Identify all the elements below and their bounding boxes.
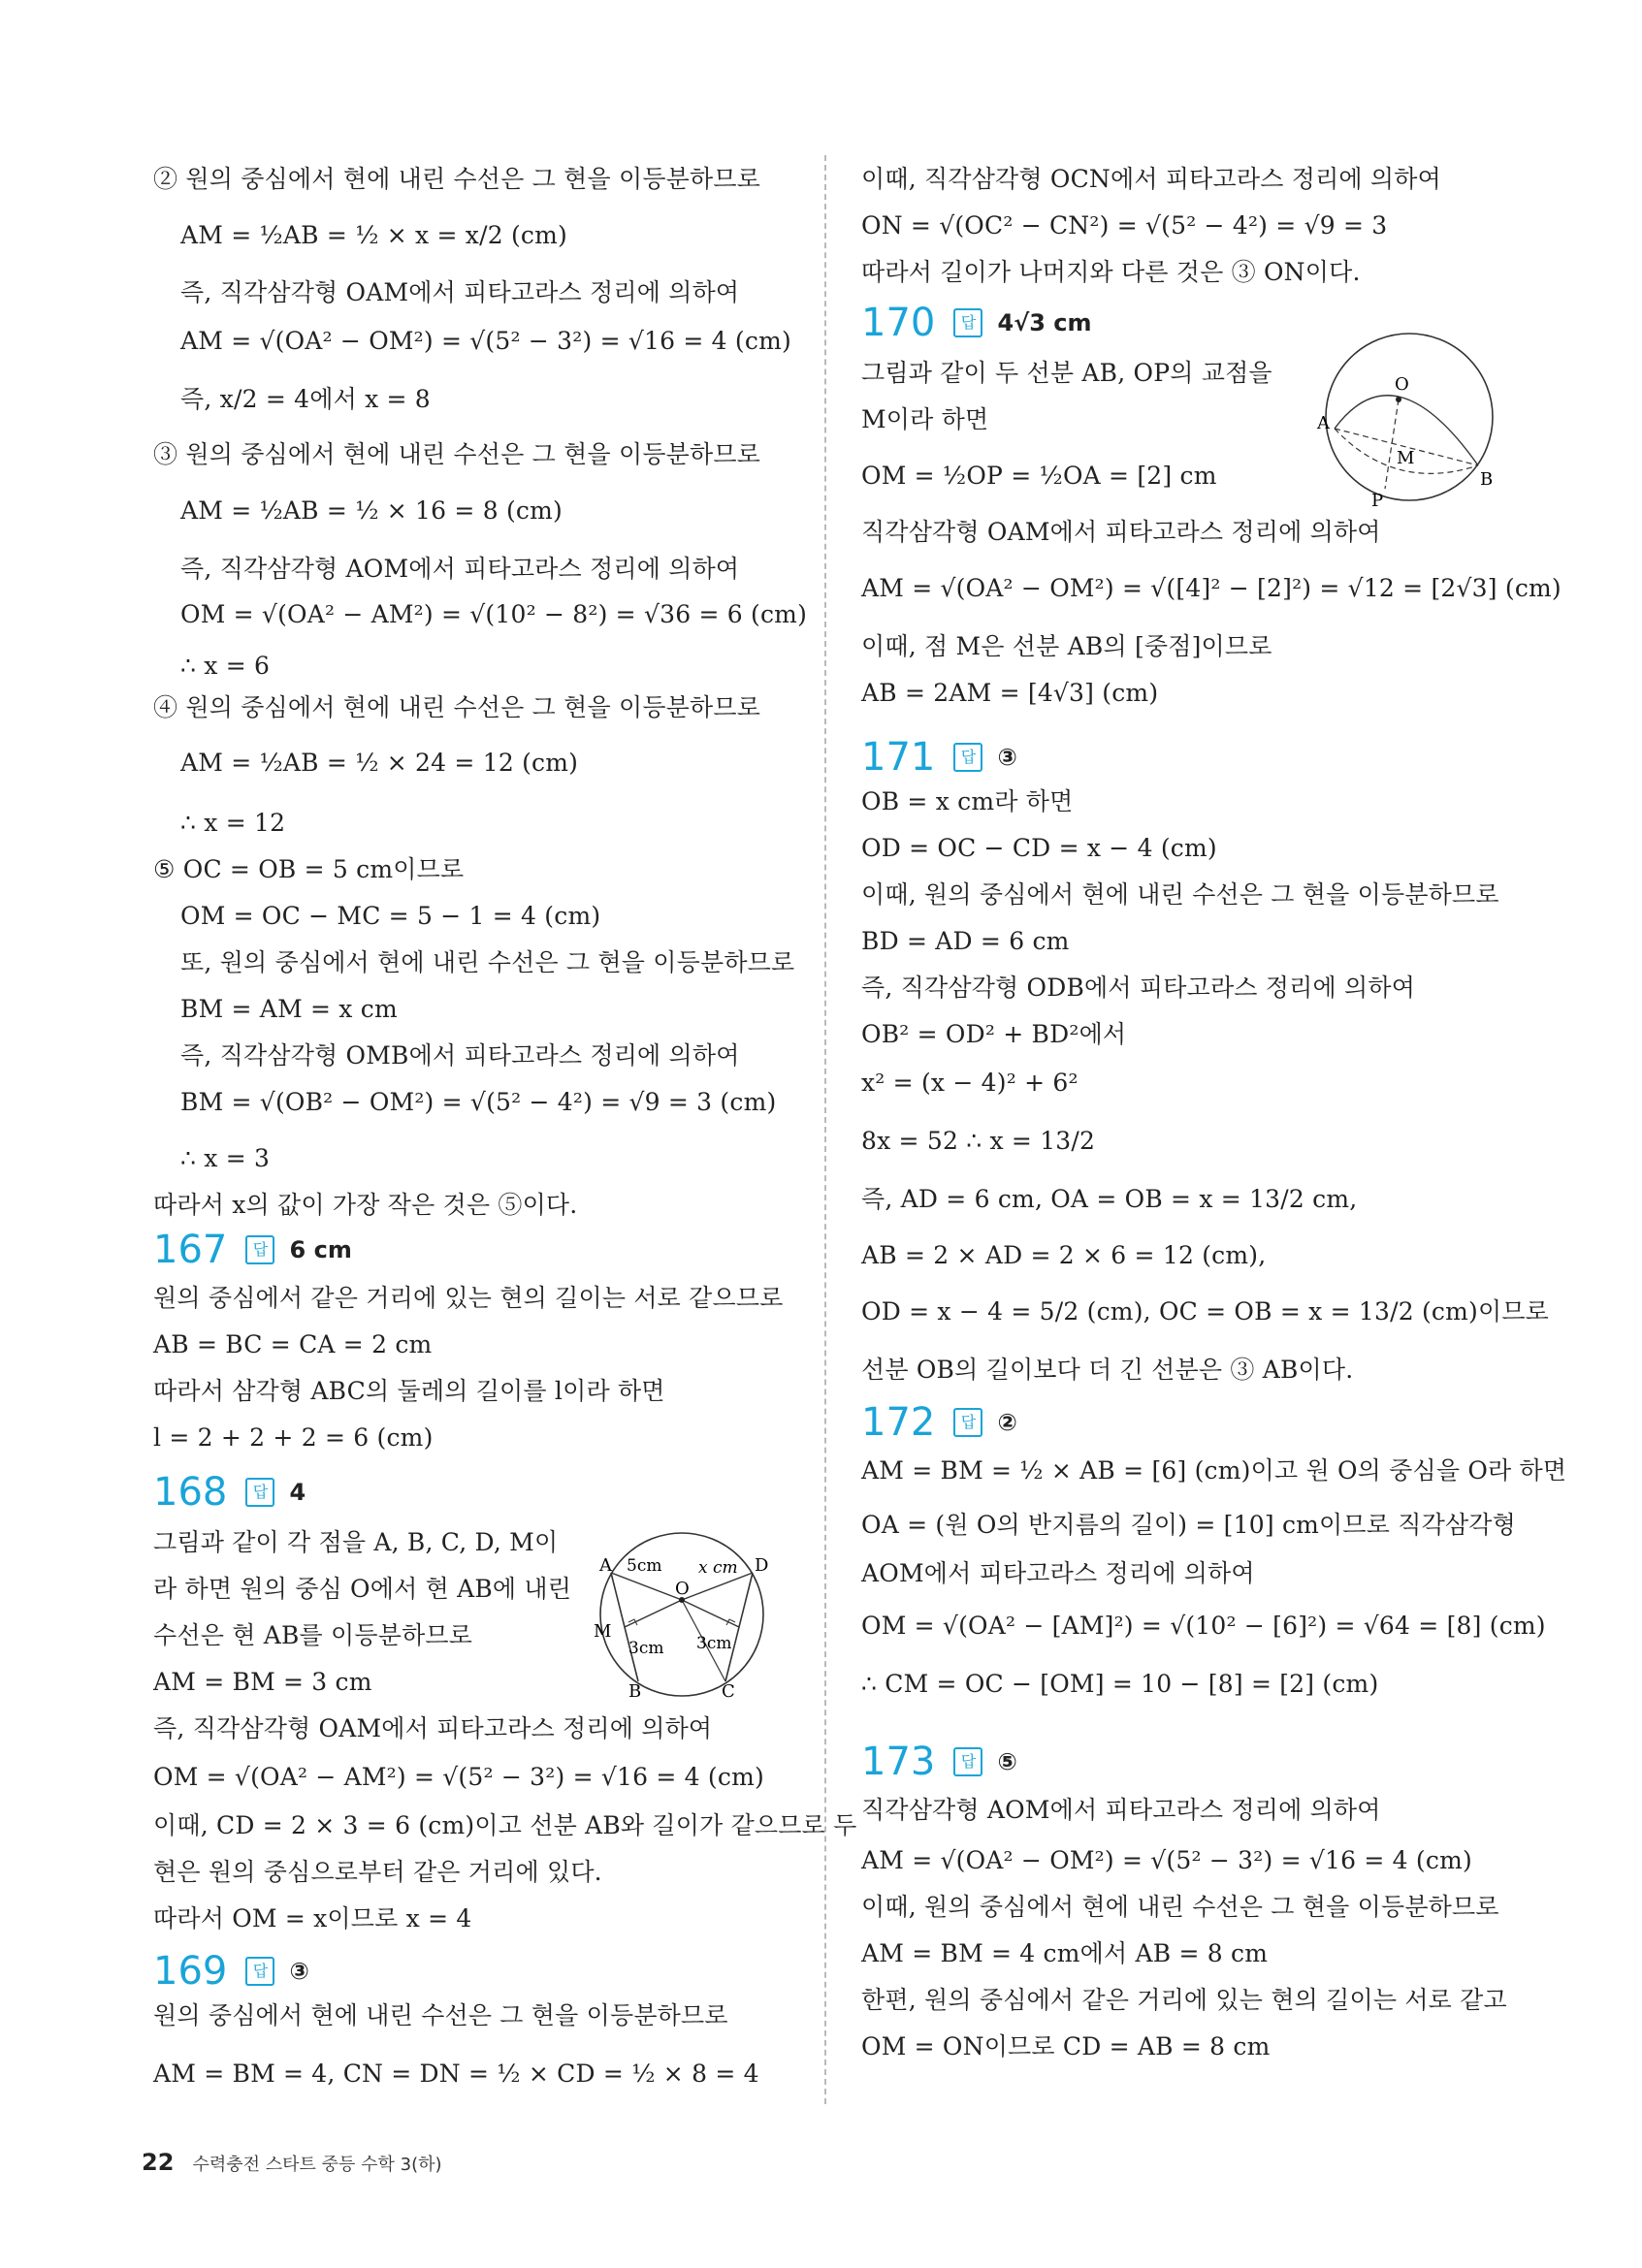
- text-line: 원의 중심에서 같은 거리에 있는 현의 길이는 서로 같으므로: [153, 1284, 784, 1312]
- equation-line: OM = √(OA² − [AM]²) = √(10² − [6]²) = √64 = [8] (cm): [861, 1612, 1546, 1640]
- text-line: 또, 원의 중심에서 현에 내린 수선은 그 현을 이등분하므로: [180, 948, 795, 976]
- equation-line: l = 2 + 2 + 2 = 6 (cm): [153, 1423, 434, 1452]
- text-line: 직각삼각형 OAM에서 피타고라스 정리에 의하여: [861, 518, 1381, 546]
- text-line: ② 원의 중심에서 현에 내린 수선은 그 현을 이등분하므로: [153, 165, 761, 193]
- text-line: 즉, 직각삼각형 ODB에서 피타고라스 정리에 의하여: [861, 974, 1416, 1002]
- answer-tag: 답: [245, 1478, 274, 1507]
- text-line: M이라 하면: [861, 405, 989, 433]
- equation-line: ∴ x = 3: [180, 1144, 271, 1172]
- equation-line: BD = AD = 6 cm: [861, 927, 1070, 955]
- equation-line: 즉, AD = 6 cm, OA = OB = x = 13/2 cm,: [861, 1185, 1358, 1213]
- answer-tag: 답: [245, 1235, 274, 1264]
- page-footer: [142, 2149, 442, 2176]
- equation-line: AM = ½AB = ½ × 16 = 8 (cm): [180, 496, 563, 525]
- equation-line: AM = ½AB = ½ × x = x/2 (cm): [180, 221, 567, 249]
- question-number: 173: [861, 1740, 936, 1784]
- text-line: 수선은 현 AB를 이등분하므로: [153, 1621, 473, 1649]
- question-number: 171: [861, 735, 936, 780]
- label-P: P: [1371, 491, 1384, 511]
- equation-line: OM = ½OP = ½OA = [2] cm: [861, 462, 1217, 490]
- equation-line: BM = √(OB² − OM²) = √(5² − 4²) = √9 = 3 (cm): [180, 1088, 777, 1116]
- answer-value: ②: [997, 1409, 1017, 1436]
- answer-value: ③: [289, 1958, 309, 1985]
- question-heading-167: [153, 1228, 352, 1272]
- label-xcm: x cm: [698, 1558, 738, 1578]
- equation-line: AM = √(OA² − OM²) = √(5² − 3²) = √16 = 4 (cm): [180, 327, 791, 355]
- equation-line: OD = x − 4 = 5/2 (cm), OC = OB = x = 13/2 (cm)이므로: [861, 1297, 1550, 1326]
- text-line: 현은 원의 중심으로부터 같은 거리에 있다.: [153, 1858, 602, 1886]
- label-A: A: [1317, 413, 1330, 433]
- text-line: 라 하면 원의 중심 O에서 현 AB에 내린: [153, 1575, 572, 1603]
- equation-line: ∴ x = 12: [180, 809, 286, 837]
- question-number: 172: [861, 1400, 936, 1445]
- answer-tag: 답: [953, 308, 982, 337]
- equation-line: OM = √(OA² − AM²) = √(10² − 8²) = √36 = 6 (cm): [180, 600, 808, 628]
- equation-line: AM = √(OA² − OM²) = √(5² − 3²) = √16 = 4 (cm): [861, 1846, 1472, 1874]
- equation-line: AM = ½AB = ½ × 24 = 12 (cm): [180, 749, 579, 777]
- equation-line: AB = 2AM = [4√3] (cm): [861, 679, 1159, 707]
- text-line: 즉, 직각삼각형 OMB에서 피타고라스 정리에 의하여: [180, 1041, 740, 1070]
- label-O: O: [675, 1579, 690, 1599]
- circle-chords-figure: [580, 1522, 784, 1707]
- text-line: 선분 OB의 길이보다 더 긴 선분은 ③ AB이다.: [861, 1356, 1354, 1384]
- question-number: 167: [153, 1228, 228, 1272]
- circle-fold-figure: [1307, 328, 1501, 512]
- equation-line: 따라서 OM = x이므로 x = 4: [153, 1904, 472, 1933]
- label-D: D: [755, 1555, 769, 1576]
- question-heading-169: [153, 1949, 309, 1994]
- equation-line: OM = ON이므로 CD = AB = 8 cm: [861, 2032, 1271, 2060]
- page-number: 22: [142, 2149, 175, 2176]
- text-line: 즉, 직각삼각형 AOM에서 피타고라스 정리에 의하여: [180, 555, 740, 583]
- equation-line: OB = x cm라 하면: [861, 787, 1074, 815]
- equation-line: ∴ CM = OC − [OM] = 10 − [8] = [2] (cm): [861, 1670, 1379, 1698]
- equation-line: AM = BM = 4, CN = DN = ½ × CD = ½ × 8 = 4: [153, 2060, 759, 2088]
- book-title: 수력충전 스타트 중등 수학 3(하): [192, 2155, 442, 2175]
- equation-line: OB² = OD² + BD²에서: [861, 1020, 1127, 1048]
- label-M: M: [594, 1621, 612, 1642]
- question-number: 169: [153, 1949, 228, 1994]
- text-line: ③ 원의 중심에서 현에 내린 수선은 그 현을 이등분하므로: [153, 440, 761, 468]
- equation-line: 8x = 52 ∴ x = 13/2: [861, 1127, 1096, 1155]
- equation-line: AM = BM = ½ × AB = [6] (cm)이고 원 O의 중심을 O라 하면: [861, 1456, 1567, 1485]
- equation-line: BM = AM = x cm: [180, 995, 398, 1023]
- text-line: 즉, 직각삼각형 OAM에서 피타고라스 정리에 의하여: [153, 1714, 713, 1742]
- text-line: 이때, CD = 2 × 3 = 6 (cm)이고 선분 AB와 길이가 같으므로 두: [153, 1811, 857, 1839]
- equation-line: ∴ x = 6: [180, 652, 271, 680]
- equation-line: OM = OC − MC = 5 − 1 = 4 (cm): [180, 902, 601, 930]
- question-heading-173: [861, 1740, 1017, 1784]
- question-heading-168: [153, 1470, 306, 1515]
- equation-line: 즉, x/2 = 4에서 x = 8: [180, 385, 431, 413]
- question-heading-171: [861, 735, 1017, 780]
- question-number: 170: [861, 301, 936, 345]
- text-line: 직각삼각형 AOM에서 피타고라스 정리에 의하여: [861, 1796, 1381, 1824]
- question-number: 168: [153, 1470, 228, 1515]
- answer-tag: 답: [245, 1957, 274, 1986]
- equation-line: AM = √(OA² − OM²) = √([4]² − [2]²) = √12 = [2√3] (cm): [861, 574, 1562, 602]
- answer-value: 4: [289, 1479, 306, 1506]
- equation-line: AM = BM = 4 cm에서 AB = 8 cm: [861, 1939, 1269, 1967]
- text-line: 이때, 점 M은 선분 AB의 [중점]이므로: [861, 632, 1272, 660]
- label-O: O: [1395, 374, 1409, 395]
- text-line: 따라서 길이가 나머지와 다른 것은 ③ ON이다.: [861, 258, 1361, 286]
- label-5cm: 5cm: [627, 1556, 662, 1576]
- answer-tag: 답: [953, 743, 982, 772]
- equation-line: x² = (x − 4)² + 6²: [861, 1069, 1079, 1097]
- equation-line: AM = BM = 3 cm: [153, 1668, 372, 1696]
- text-line: 따라서 x의 값이 가장 작은 것은 ⑤이다.: [153, 1191, 578, 1219]
- text-line: 즉, 직각삼각형 OAM에서 피타고라스 정리에 의하여: [180, 278, 740, 306]
- answer-value: ⑤: [997, 1748, 1017, 1775]
- equation-line: AB = 2 × AD = 2 × 6 = 12 (cm),: [861, 1241, 1267, 1269]
- text-line: 그림과 같이 두 선분 AB, OP의 교점을: [861, 359, 1272, 387]
- text-line: ④ 원의 중심에서 현에 내린 수선은 그 현을 이등분하므로: [153, 693, 761, 721]
- question-heading-172: [861, 1400, 1017, 1445]
- equation-line: ON = √(OC² − CN²) = √(5² − 4²) = √9 = 3: [861, 211, 1388, 240]
- answer-tag: 답: [953, 1747, 982, 1776]
- text-line: 이때, 직각삼각형 OCN에서 피타고라스 정리에 의하여: [861, 165, 1441, 193]
- answer-value: 4√3 cm: [997, 309, 1092, 336]
- label-3cm-left: 3cm: [628, 1639, 664, 1658]
- label-M: M: [1397, 448, 1415, 468]
- text-line: ⑤ OC = OB = 5 cm이므로: [153, 855, 465, 883]
- equation-line: OA = (원 O의 반지름의 길이) = [10] cm이므로 직각삼각형: [861, 1511, 1516, 1539]
- label-B: B: [1480, 469, 1494, 490]
- text-line: AOM에서 피타고라스 정리에 의하여: [861, 1559, 1255, 1587]
- answer-value: 6 cm: [289, 1236, 352, 1263]
- equation-line: OM = √(OA² − AM²) = √(5² − 3²) = √16 = 4 (cm): [153, 1763, 764, 1791]
- text-line: 한편, 원의 중심에서 같은 거리에 있는 현의 길이는 서로 같고: [861, 1986, 1507, 2014]
- question-heading-170: [861, 301, 1092, 345]
- text-line: 이때, 원의 중심에서 현에 내린 수선은 그 현을 이등분하므로: [861, 880, 1499, 909]
- text-line: 이때, 원의 중심에서 현에 내린 수선은 그 현을 이등분하므로: [861, 1893, 1499, 1921]
- answer-tag: 답: [953, 1408, 982, 1437]
- equation-line: OD = OC − CD = x − 4 (cm): [861, 834, 1217, 862]
- text-line: 원의 중심에서 현에 내린 수선은 그 현을 이등분하므로: [153, 2001, 728, 2029]
- text-line: 그림과 같이 각 점을 A, B, C, D, M이: [153, 1528, 559, 1556]
- text-line: 따라서 삼각형 ABC의 둘레의 길이를 l이라 하면: [153, 1377, 665, 1405]
- label-C: C: [722, 1681, 735, 1702]
- answer-value: ③: [997, 744, 1017, 771]
- equation-line: AB = BC = CA = 2 cm: [153, 1330, 433, 1358]
- label-A: A: [599, 1555, 612, 1576]
- label-3cm-right: 3cm: [696, 1634, 732, 1653]
- label-B: B: [628, 1681, 642, 1702]
